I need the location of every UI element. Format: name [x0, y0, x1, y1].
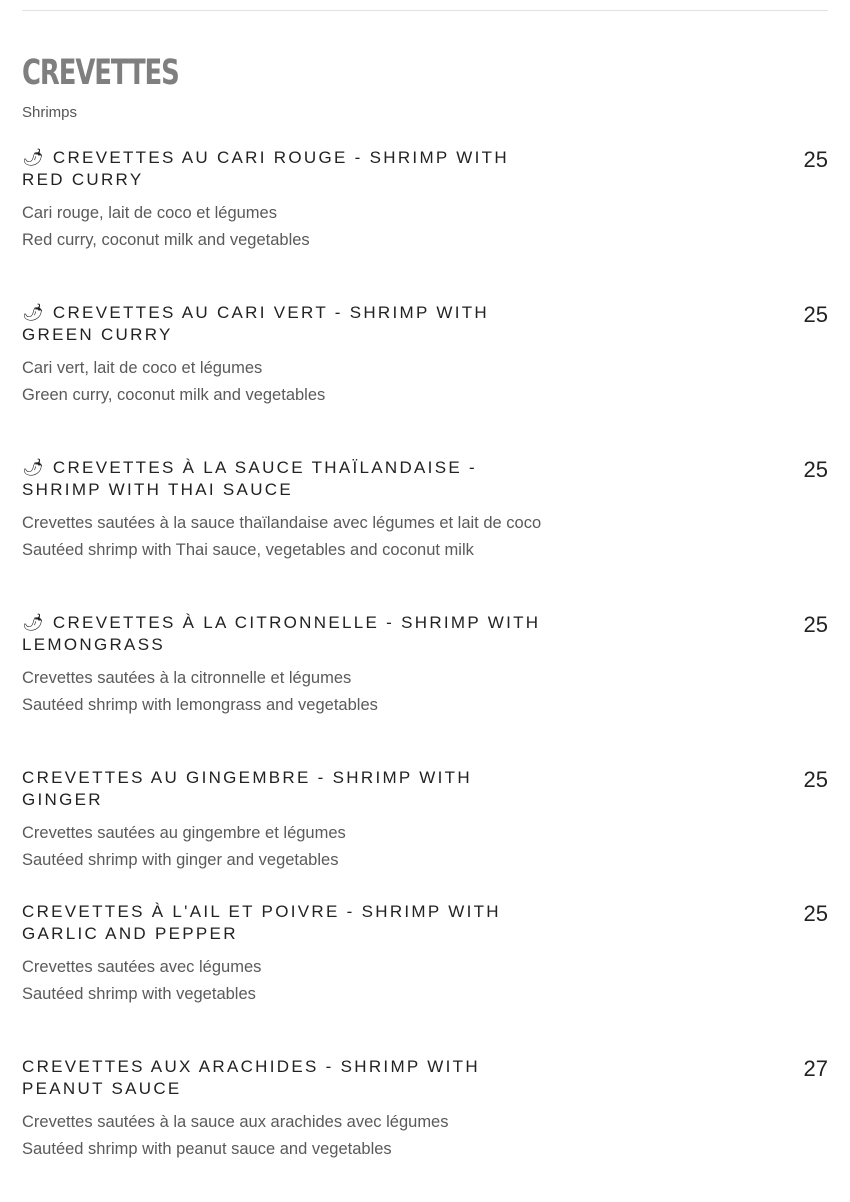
- menu-item-description: [22, 510, 828, 564]
- menu-item-description: [22, 665, 828, 719]
- menu-item-name: CREVETTES AUX ARACHIDES - SHRIMP WITH PEANUT SAUCE: [22, 1057, 480, 1098]
- menu-item-description-en: Sautéed shrimp with vegetables: [22, 985, 256, 1003]
- menu-item-name: CREVETTES À L'AIL ET POIVRE - SHRIMP WITH GARLIC AND PEPPER: [22, 902, 501, 943]
- section-title: CREVETTES: [22, 53, 179, 93]
- menu-item: [22, 901, 828, 1008]
- menu-item-description-fr: Cari rouge, lait de coco et légumes: [22, 204, 277, 222]
- menu-item-description-fr: Crevettes sautées à la sauce thaïlandaise avec légumes et lait de coco: [22, 514, 542, 532]
- menu-item-description: [22, 1109, 828, 1163]
- menu-item: [22, 457, 828, 564]
- menu-item-description-fr: Crevettes sautées à la sauce aux arachides avec légumes: [22, 1113, 449, 1131]
- menu-item-description: [22, 820, 828, 874]
- menu-item-name: CREVETTES AU GINGEMBRE - SHRIMP WITH GINGER: [22, 768, 472, 809]
- menu-item-description-en: Sautéed shrimp with Thai sauce, vegetables and coconut milk: [22, 541, 474, 559]
- menu-item-description: [22, 355, 828, 409]
- menu-item-description-en: Sautéed shrimp with lemongrass and vegetables: [22, 696, 378, 714]
- menu-item-description: [22, 200, 828, 254]
- menu-item-price: 25: [803, 457, 828, 482]
- menu-item-price: 25: [803, 302, 828, 327]
- menu-item-name: 🌶 CREVETTES À LA SAUCE THAÏLANDAISE - SHRIMP WITH THAI SAUCE: [22, 458, 477, 499]
- menu-item-name: 🌶 CREVETTES AU CARI ROUGE - SHRIMP WITH RED CURRY: [22, 148, 509, 189]
- menu-item-description-en: Sautéed shrimp with ginger and vegetables: [22, 851, 339, 869]
- menu-item-price: 25: [803, 147, 828, 172]
- menu-item-description-fr: Cari vert, lait de coco et légumes: [22, 359, 263, 377]
- menu-item-description-en: Green curry, coconut milk and vegetables: [22, 386, 326, 404]
- menu-item-price: 25: [803, 901, 828, 926]
- menu-item-name: 🌶 CREVETTES À LA CITRONNELLE - SHRIMP WITH LEMONGRASS: [22, 613, 541, 654]
- menu-item-price: 25: [803, 612, 828, 637]
- section-subtitle: Shrimps: [22, 104, 78, 121]
- menu-item-description-fr: Crevettes sautées au gingembre et légumes: [22, 824, 346, 842]
- menu-item-description-fr: Crevettes sautées à la citronnelle et légumes: [22, 669, 352, 687]
- menu-item: [22, 302, 828, 409]
- menu-item-description-en: Red curry, coconut milk and vegetables: [22, 231, 310, 249]
- menu-item-name: 🌶 CREVETTES AU CARI VERT - SHRIMP WITH GREEN CURRY: [22, 303, 489, 344]
- menu-item-description-fr: Crevettes sautées avec légumes: [22, 958, 262, 976]
- menu-item: [22, 767, 828, 874]
- menu-item-price: 25: [803, 767, 828, 792]
- menu-item: [22, 612, 828, 719]
- menu-item-description-en: Sautéed shrimp with peanut sauce and vegetables: [22, 1140, 392, 1158]
- top-divider: [22, 10, 828, 11]
- menu-item: [22, 1056, 828, 1163]
- menu-item: [22, 147, 828, 254]
- menu-item-price: 27: [803, 1056, 828, 1081]
- menu-item-description: [22, 954, 828, 1008]
